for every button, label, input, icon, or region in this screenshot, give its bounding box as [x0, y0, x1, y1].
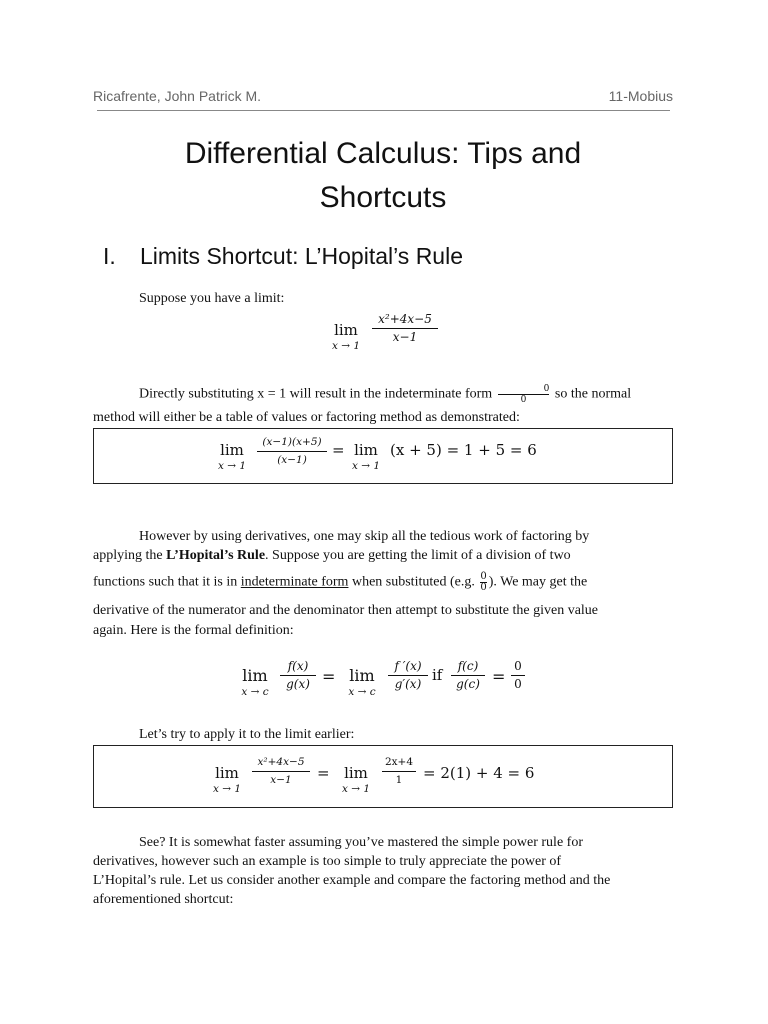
if-keyword: if	[432, 666, 443, 684]
factored-fraction: (x−1)(x+5) (x−1)	[257, 435, 327, 468]
zero-over-zero: 0 0	[498, 384, 550, 405]
paragraph-substitution: Directly substituting x = 1 will result in the indeterminate form 0 0 so the normal	[139, 384, 632, 405]
lim-operator: lim x → 1	[341, 764, 371, 795]
lim-operator: lim x → 1	[351, 441, 381, 472]
document-title	[93, 132, 673, 220]
paragraph-conclusion: See? It is somewhat faster assuming you’ve mastered the simple power rule for	[139, 835, 583, 850]
fraction-f-c-over-g-c: f(c) g(c)	[451, 659, 485, 692]
equals-sign: =	[332, 441, 345, 459]
section-title: Limits Shortcut: L’Hopital’s Rule	[140, 243, 463, 269]
paragraph-derivatives-line-2: applying the L’Hopital’s Rule. Suppose you are getting the limit of a division of two	[93, 548, 571, 563]
lim-operator: lim x → 1	[331, 321, 361, 352]
equals-sign: =	[317, 764, 330, 782]
paragraph-derivatives-line-5: again. Here is the formal definition:	[93, 623, 294, 638]
lhopital-rule-term: L’Hopital’s Rule	[166, 548, 266, 563]
factoring-method-box	[93, 428, 673, 484]
lim-operator: lim x → c	[241, 666, 269, 698]
paragraph-conclusion-line-3: L’Hopital’s rule. Let us consider another example and compare the factoring method and the	[93, 873, 611, 888]
equals-sign: =	[322, 667, 336, 686]
page-header	[93, 88, 673, 108]
lim-operator: lim x → 1	[212, 764, 242, 795]
fraction-f-over-g: f(x) g(x)	[280, 659, 316, 692]
section-heading	[103, 243, 463, 270]
lhopital-result: = 2(1) + 4 = 6	[423, 764, 535, 782]
limit-fraction: x²+4x−5 x−1	[372, 312, 438, 345]
paragraph-conclusion-line-4: aforementioned shortcut:	[93, 892, 234, 907]
fraction-derivatives: f ′(x) g′(x)	[388, 659, 428, 692]
factored-result: (x + 5) = 1 + 5 = 6	[390, 441, 537, 459]
original-fraction: x²+4x−5 x−1	[252, 755, 310, 788]
title-line-1: Differential Calculus: Tips and	[184, 137, 582, 170]
author-name: Ricafrente, John Patrick M.	[93, 88, 262, 104]
paragraph-conclusion-line-2: derivatives, however such an example is too simple to truly appreciate the power of	[93, 854, 562, 869]
paragraph-derivatives-line-3: functions such that it is in indeterminate form when substituted (e.g. $\frac{0}{0}$ ). We may get the	[93, 571, 588, 593]
title-line-2: Shortcuts	[319, 181, 447, 214]
paragraph-derivatives-line-4: derivative of the numerator and the denominator then attempt to substitute the given value	[93, 603, 599, 618]
section-number: I.	[103, 243, 116, 269]
derivative-fraction: 2x+4 1	[382, 755, 416, 788]
lim-operator: lim x → 1	[217, 441, 247, 472]
lhopital-method-box	[93, 745, 673, 808]
paragraph-derivatives: However by using derivatives, one may skip all the tedious work of factoring by	[139, 529, 590, 544]
zero-over-zero: 0 0	[511, 659, 525, 692]
indeterminate-form-term: indeterminate form	[240, 574, 349, 590]
equals-sign: =	[492, 667, 506, 686]
class-section: 11-Mobius	[608, 88, 673, 104]
paragraph-apply: Let’s try to apply it to the limit earlier:	[139, 727, 355, 742]
header-divider	[97, 110, 670, 111]
zero-over-zero: $\frac{0}{0}$	[480, 571, 487, 593]
lim-operator: lim x → c	[348, 666, 376, 698]
paragraph-substitution-cont: method will either be a table of values or factoring method as demonstrated:	[93, 410, 520, 425]
paragraph-intro: Suppose you have a limit:	[139, 291, 285, 306]
